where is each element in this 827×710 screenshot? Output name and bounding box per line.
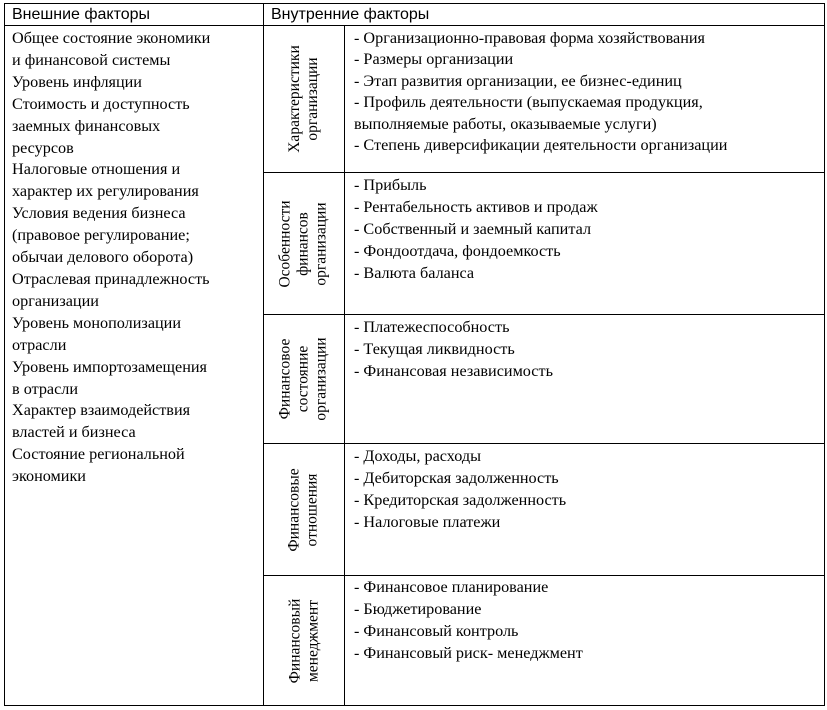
list-item: - Рентабельность активов и продаж [354,197,598,216]
list-item: - Кредиторская задолженность [354,490,567,509]
list-item: - Финансовый контроль [354,621,519,640]
external-factor: Уровень инфляции [12,72,142,91]
list-item: - Этап развития организации, ее бизнес-единиц [354,71,682,90]
external-factor: Условия ведения бизнеса (правовое регулирование; обычаи делового оборота) [12,204,194,267]
group-items-financial-management [354,577,583,665]
list-item: - Бюджетирование [354,599,482,618]
list-item: - Собственный и заемный капитал [354,219,592,238]
group-label-financial-management: Финансовый менеджмент [286,598,322,683]
table-border-right [824,3,825,706]
group-items-characteristics [354,28,727,156]
group-label-finance-features: Особенности финансов организации [277,199,330,288]
list-item: - Доходы, расходы [354,447,481,465]
label-divider [344,25,345,706]
table-border-left [4,3,5,706]
header-divider [4,25,825,26]
list-item: - Фондоотдача, фондоемкость [354,241,561,260]
table-border-top [4,3,825,4]
group-label-financial-state: Финансовое состояние организации [277,337,330,421]
group-items-financial-state [354,317,553,383]
external-factor: Состояние региональной экономики [12,445,185,486]
list-item: - Текущая ликвидность [354,339,515,358]
external-factor: Отраслевая принадлежность организации [12,269,210,310]
external-factor: Характер взаимодействия властей и бизнеса [12,401,191,442]
external-factors-header: Внешние факторы [12,6,151,23]
group-divider-4 [263,575,825,576]
list-item: - Организационно-правовая форма хозяйствования [354,29,705,47]
group-label-characteristics: Характеристики организации [286,45,322,153]
group-divider-3 [263,443,825,444]
list-item: - Размеры организации [354,50,514,69]
list-item: - Степень диверсификации деятельности организации [354,136,728,155]
list-item: - Финансовое планирование [354,578,549,596]
list-item: - Прибыль [354,176,427,194]
external-factor: Налоговые отношения и характер их регулирования [12,160,199,201]
external-factor: Общее состояние экономики и финансовой системы [12,29,211,69]
list-item: - Профиль деятельности (выпускаемая продукция, выполняемые работы, оказываемые услуги) [354,93,703,133]
list-item: - Дебиторская задолженность [354,468,559,487]
group-items-finance-features [354,175,598,285]
list-item: - Валюта баланса [354,263,475,282]
external-factor: Стоимость и доступность заемных финансовых ресурсов [12,94,190,157]
group-label-financial-relations: Финансовые отношения [286,467,322,552]
external-factors-list [12,28,262,488]
table-border-bottom [4,705,825,706]
internal-factors-header: Внутренние факторы [271,6,430,23]
list-item: - Платежеспособность [354,318,510,336]
list-item: - Финансовый риск- менеджмент [354,643,583,662]
external-factor: Уровень импортозамещения в отрасли [12,357,207,398]
list-item: - Финансовая независимость [354,361,553,380]
group-items-financial-relations [354,446,566,534]
group-divider-1 [263,172,825,173]
list-item: - Налоговые платежи [354,512,501,531]
external-factor: Уровень монополизации отрасли [12,313,181,354]
group-divider-2 [263,314,825,315]
